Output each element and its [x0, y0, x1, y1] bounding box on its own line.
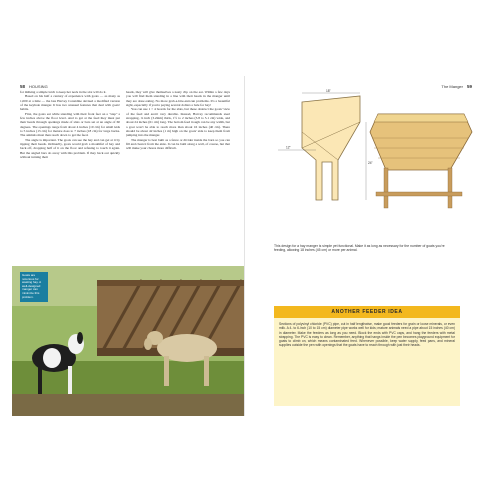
sidebar-title: ANOTHER FEEDER IDEA — [274, 306, 460, 318]
paragraph: The manger is best built as a fence or divider inside the barn so you can fill and clean it from the aisle. It can be built along a wall, of course, but that will make your chores more difficult. — [126, 137, 230, 151]
photo-callout-box: Goats are notorious for wasting hay. A well-designed manger can minimize this problem. — [20, 272, 48, 302]
sidebar-body: Sections of polyvinyl chloride (PVC) pipe, cut in half lengthwise, make good feeders for grain or loose minerals, or even milk. A 4- to 6-inch (10 to 15 cm) diameter pipe works well for kids; mature animals need a pipe about 15 inches (40 cm) in diameter. Make the feeders as long as you need. Block the ends with PVC caps, and hang the feeders with metal strapping. The PVC is easy to clean. Remember, anything that hangs inside the pen becomes playground equipment for goats to climb on, which means contaminated feed. Whenever possible, keep water supply, feed pans, and mineral supplies outside the pen with openings that the goats have to reach through with just their heads. — [279, 322, 455, 348]
right-page — [248, 76, 480, 416]
left-text-column-2 — [126, 90, 230, 266]
dimension-label: 24" — [368, 161, 373, 165]
goats-at-feeder-photo — [12, 266, 244, 416]
dimension-label: 12" — [286, 145, 291, 150]
left-page-header — [20, 84, 48, 89]
paragraph: You can use 1 × 4 boards for the slats, but these obstruct the goats' view of the feed and aren't very durable. Instead, Harvey recommends steel strapping, ⅛ inch (3.2mm) thick, 1½ to 2 inches (3.8 to 5.1 cm) wide, and about 24 inches (61 cm) long. The bottom feed trough can be any width, but a goat won't be able to reach more than about 16 inches (40 cm). There should be about 42 inches (1 m) high on the goats' side to keep them from jumping into the manger. — [126, 107, 230, 138]
paragraph: heads, they will give themselves a nasty clip on the ear. Within a few days you will find them standing in a line with their heads in the manger until they are done eating. No more grab-a-bite-and-run problems. It's a beautiful sight, especially if you're paying several dollars a bale for hay! — [126, 90, 230, 108]
left-page — [12, 76, 244, 416]
dimension-label: 18" — [326, 89, 331, 93]
drawing-caption: This design for a hay manger is simple yet functional. Make it as long as necessary for the number of goats you're feeding, allowing 18 inches (45 cm) or more per animal. — [274, 244, 445, 253]
paragraph: for milking a simple latch to keep her neck in the slot will do it. — [20, 90, 107, 94]
left-text-column-1 — [20, 90, 120, 266]
left-section-title: HOUSING — [29, 84, 48, 89]
feeder-idea-sidebar — [274, 306, 460, 406]
paragraph: Based on his half a century of experience with goats — as many as 1,000 at a time — the late Harvey Considine devised a modified version of the keyhole manger. It has two unusual features that deal with goats' habits. — [20, 94, 120, 112]
left-page-number: 58 — [20, 84, 26, 89]
wooden-manger-illustration — [364, 88, 474, 238]
page-gutter — [244, 76, 245, 416]
paragraph: First, the goats eat while standing with their front feet on a "step" a few inches above the floor level. And to get at the feed they must put their heads through openings made of slats or bars set at an angle of 60 degrees. The openings range from about 4 inches (10 cm) for small kids to 5 inches (13 cm) for mature does to 7 inches (18 cm) for large bucks. The animals must then reach down to get the feed. — [20, 111, 120, 138]
right-page-number: 59 — [466, 84, 472, 89]
paragraph: The angle is important. The goats can see the hay and can get at it by tipping their heads. Ordinarily, goats would grab a mouthful of hay and back off, dropping half of it on the floor and refusing to touch it again. But the angled bars do away with this problem. If they back out quickly without turning their — [20, 137, 120, 160]
right-section-title: The Manger — [441, 84, 463, 89]
